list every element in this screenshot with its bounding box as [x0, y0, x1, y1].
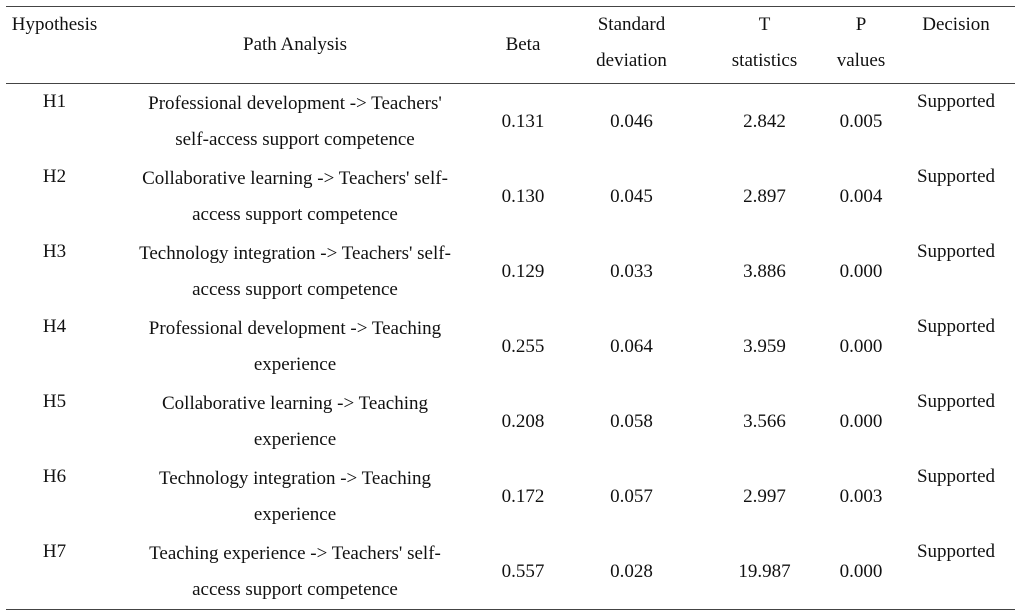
table-body: [6, 84, 1015, 610]
cell-decision: Supported: [916, 316, 996, 337]
cell-decision: Supported: [916, 466, 996, 487]
cell-path-analysis: [103, 384, 487, 459]
header-hypothesis: [6, 7, 103, 84]
cell-p-values: 0.000: [839, 560, 883, 582]
cell-p-values: 0.004: [839, 185, 883, 207]
table-row: [6, 534, 1015, 610]
cell-standard-deviation: 0.033: [610, 260, 653, 282]
header-hypothesis-text: Hypothesis: [11, 14, 98, 35]
cell-p-values: 0.000: [839, 260, 883, 282]
cell-beta: 0.129: [501, 260, 545, 282]
header-path-analysis: [103, 7, 487, 84]
cell-t-statistics: 2.897: [743, 185, 786, 207]
cell-decision: Supported: [916, 541, 996, 562]
cell-path-analysis: [103, 84, 487, 160]
path-analysis-table-wrap: [6, 6, 1015, 610]
cell-p-values: 0.003: [839, 485, 883, 507]
cell-t-statistics: 3.886: [743, 260, 786, 282]
cell-p-values: 0.000: [839, 410, 883, 432]
path-analysis-table: [6, 6, 1015, 610]
path-line2: experience: [253, 503, 337, 525]
cell-path-analysis: [103, 534, 487, 610]
header-p-values: [825, 7, 897, 84]
cell-standard-deviation: 0.046: [610, 110, 653, 132]
cell-beta: 0.557: [501, 560, 545, 582]
header-p-line1: P: [855, 14, 867, 35]
path-line1: Professional development -> Teachers': [148, 92, 442, 114]
path-line1: Technology integration -> Teaching: [158, 467, 432, 489]
cell-beta: 0.172: [501, 485, 545, 507]
cell-hypothesis: H3: [42, 241, 67, 262]
table-row: [6, 159, 1015, 234]
header-beta-text: Beta: [505, 34, 541, 55]
cell-standard-deviation: 0.058: [610, 410, 653, 432]
header-t-line2: statistics: [731, 50, 798, 71]
header-beta: [487, 7, 559, 84]
cell-standard-deviation: 0.028: [610, 560, 653, 582]
cell-standard-deviation: 0.057: [610, 485, 653, 507]
path-line2: access support competence: [192, 203, 398, 225]
path-line2: access support competence: [192, 578, 398, 600]
cell-hypothesis: H1: [42, 91, 67, 112]
cell-t-statistics: 19.987: [738, 560, 791, 582]
header-t-line1: T: [758, 14, 771, 35]
header-row: [6, 7, 1015, 84]
path-line2: self-access support competence: [175, 128, 415, 150]
header-standard-deviation: [559, 7, 704, 84]
header-std-line1: Standard: [597, 14, 666, 35]
cell-beta: 0.255: [501, 335, 545, 357]
cell-path-analysis: [103, 234, 487, 309]
header-std-line2: deviation: [596, 50, 667, 71]
cell-t-statistics: 2.997: [743, 485, 786, 507]
cell-hypothesis: H4: [42, 316, 67, 337]
cell-hypothesis: H7: [42, 541, 67, 562]
cell-t-statistics: 2.842: [743, 110, 786, 132]
path-line1: Teaching experience -> Teachers' self-: [149, 542, 441, 564]
cell-decision: Supported: [916, 241, 996, 262]
header-p-line2: values: [836, 50, 886, 71]
cell-path-analysis: [103, 459, 487, 534]
path-line1: Collaborative learning -> Teachers' self-: [142, 167, 448, 189]
header-decision-text: Decision: [922, 14, 990, 35]
path-line2: experience: [253, 353, 337, 375]
cell-path-analysis: [103, 159, 487, 234]
cell-t-statistics: 3.959: [743, 335, 786, 357]
cell-p-values: 0.000: [839, 335, 883, 357]
path-line2: access support competence: [192, 278, 398, 300]
path-line1: Collaborative learning -> Teaching: [162, 392, 428, 414]
cell-hypothesis: H5: [42, 391, 67, 412]
cell-decision: Supported: [916, 91, 996, 112]
path-line2: experience: [253, 428, 337, 450]
cell-hypothesis: H2: [42, 166, 67, 187]
cell-decision: Supported: [916, 166, 996, 187]
cell-path-analysis: [103, 309, 487, 384]
cell-standard-deviation: 0.064: [610, 335, 653, 357]
cell-beta: 0.130: [501, 185, 545, 207]
header-decision: [897, 7, 1015, 84]
table-row: [6, 84, 1015, 160]
cell-p-values: 0.005: [839, 110, 883, 132]
table-header: [6, 7, 1015, 84]
table-row: [6, 234, 1015, 309]
cell-t-statistics: 3.566: [743, 410, 786, 432]
table-row: [6, 309, 1015, 384]
path-line1: Technology integration -> Teachers' self-: [139, 242, 451, 264]
header-path-analysis-text: Path Analysis: [243, 34, 347, 55]
path-line1: Professional development -> Teaching: [148, 317, 442, 339]
cell-beta: 0.131: [501, 110, 545, 132]
table-row: [6, 384, 1015, 459]
table-row: [6, 459, 1015, 534]
cell-standard-deviation: 0.045: [610, 185, 653, 207]
cell-beta: 0.208: [501, 410, 545, 432]
header-t-statistics: [704, 7, 825, 84]
cell-decision: Supported: [916, 391, 996, 412]
cell-hypothesis: H6: [42, 466, 67, 487]
